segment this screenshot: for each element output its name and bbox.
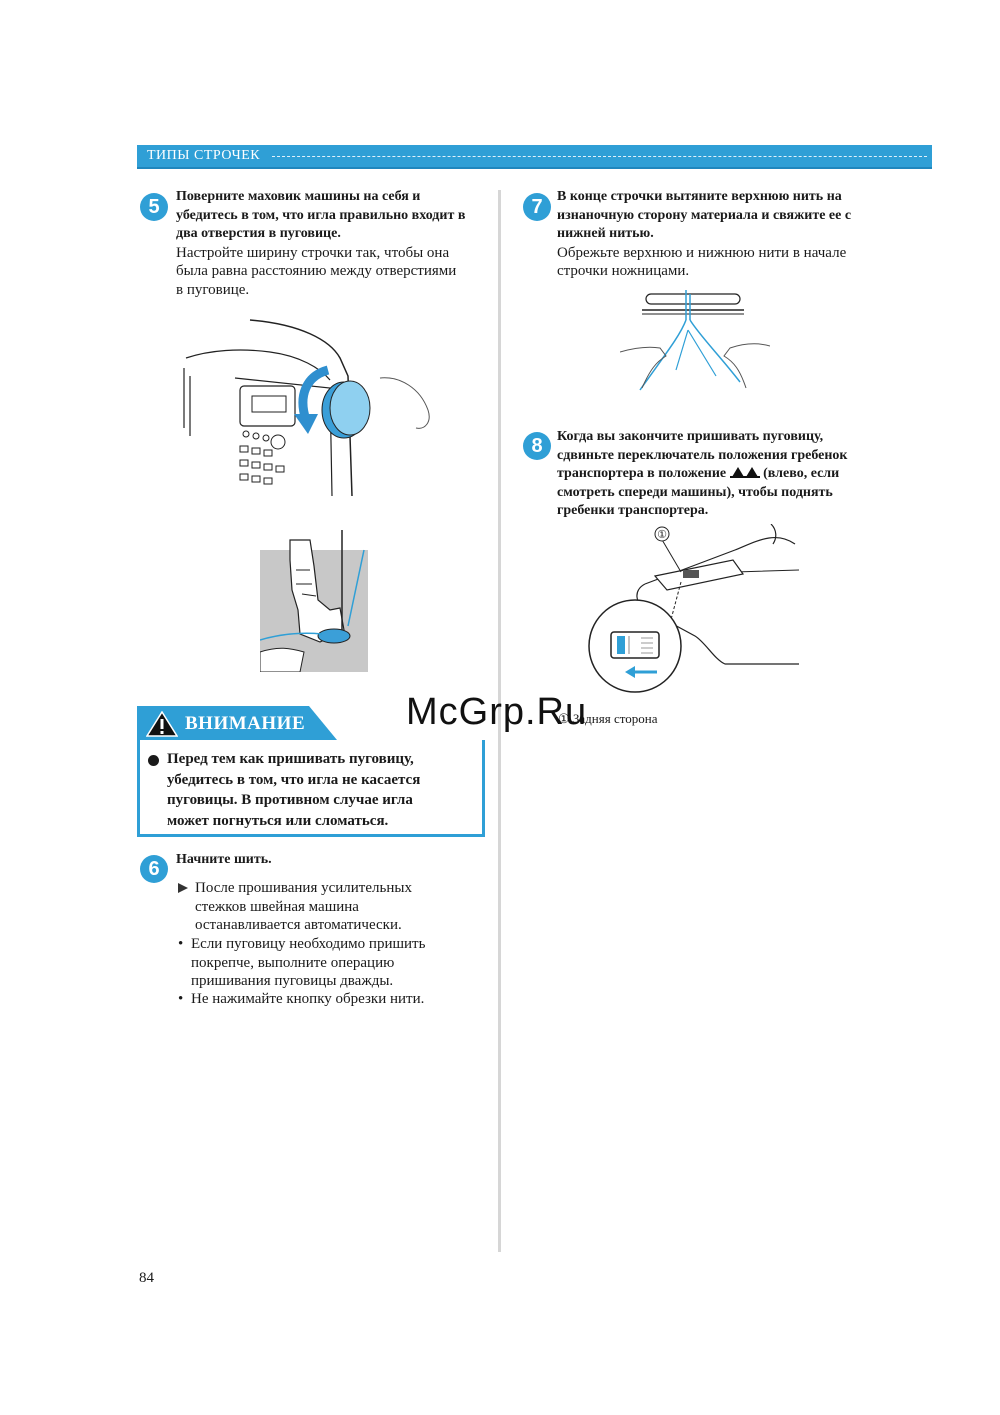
bullet-dot: •	[178, 936, 184, 952]
step-6-arrow-line: останавливается автоматически.	[195, 917, 402, 933]
step-8-bold-line: смотреть спереди машины), чтобы поднять	[557, 484, 833, 500]
caution-line: Перед тем как пришивать пуговицу,	[167, 751, 414, 767]
step-6-arrow-item	[195, 879, 412, 935]
step-7-text-line: Обрежьте верхнюю и нижнюю нити в начале	[557, 244, 847, 261]
step-7-bold-line: изнаночную сторону материала и свяжите ее с	[557, 207, 852, 223]
caution-text	[167, 749, 420, 831]
thread-tying-illustration	[620, 290, 770, 396]
step-5-text	[176, 188, 465, 299]
handwheel-illustration	[180, 318, 440, 496]
step-6-badge: 6	[140, 855, 168, 883]
step-6-bullet-line: Если пуговицу необходимо пришить	[191, 936, 426, 952]
step-8-badge: 8	[523, 432, 551, 460]
step-7-text-line: строчки ножницами.	[557, 263, 690, 279]
caution-line: может погнуться или сломаться.	[167, 812, 389, 829]
bullet-dot: •	[178, 991, 184, 1007]
step-5-bold-line: два отверстия в пуговице.	[176, 226, 341, 241]
step-5-bold-line: убедитесь в том, что игла правильно входит в	[176, 207, 466, 223]
caution-bullet	[148, 755, 159, 766]
feed-dogs-up-icon	[730, 465, 760, 479]
header-dash-line	[272, 156, 927, 157]
step-6-title: Начните шить.	[176, 852, 272, 867]
step-5-bold-line: Поверните маховик машины на себя и	[176, 189, 421, 204]
caution-line: пуговицы. В противном случае игла	[167, 792, 413, 808]
step-6-bullet-2: Не нажимайте кнопку обрезки нити.	[191, 991, 425, 1007]
step-6-bullet-1	[191, 935, 425, 991]
step-8-bold-line-with-icon	[557, 465, 848, 484]
caution-label: ВНИМАНИЕ	[185, 713, 306, 734]
step-7-bold-line: нижней нитью.	[557, 226, 654, 241]
step-8-bold-fragment: транспортера в положение	[557, 466, 727, 481]
step-8-bold-line: гребенки транспортера.	[557, 503, 709, 518]
arrow-right-icon	[177, 882, 189, 894]
step-7-text	[557, 188, 851, 281]
step-8-bold-line: сдвиньте переключатель положения гребенок	[557, 447, 848, 463]
step-6-arrow-line: После прошивания усилительных	[195, 880, 412, 896]
step-5-badge: 5	[140, 193, 168, 221]
presser-foot-illustration	[260, 530, 370, 672]
step-5-text-line: Настройте ширину строчки так, чтобы она	[176, 244, 450, 261]
callout-number: ①	[657, 529, 667, 541]
feed-dog-switch-illustration	[585, 524, 800, 710]
step-8-bold-line: Когда вы закончите пришивать пуговицу,	[557, 429, 824, 444]
step-6-arrow-line: стежков швейная машина	[195, 898, 359, 915]
step-5-text-line: была равна расстоянию между отверстиями	[176, 263, 457, 279]
step-5-text-line: в пуговице.	[176, 281, 250, 298]
figure-caption: ① Задняя сторона	[558, 711, 658, 726]
step-7-bold-line: В конце строчки вытяните верхнюю нить на	[557, 189, 842, 204]
step-6-bullet-line: пришивания пуговицы дважды.	[191, 973, 394, 989]
caution-line: убедитесь в том, что игла не касается	[167, 771, 421, 788]
watermark: McGrp.Ru	[406, 691, 588, 733]
page-number: 84	[139, 1270, 154, 1286]
section-title: ТИПЫ СТРОЧЕК	[147, 148, 261, 163]
step-8-bold-fragment: (влево, если	[763, 466, 840, 481]
step-7-badge: 7	[523, 193, 551, 221]
step-8-text	[557, 428, 848, 521]
warning-triangle-icon	[146, 711, 178, 737]
step-6-bullet-line: покрепче, выполните операцию	[191, 954, 395, 971]
